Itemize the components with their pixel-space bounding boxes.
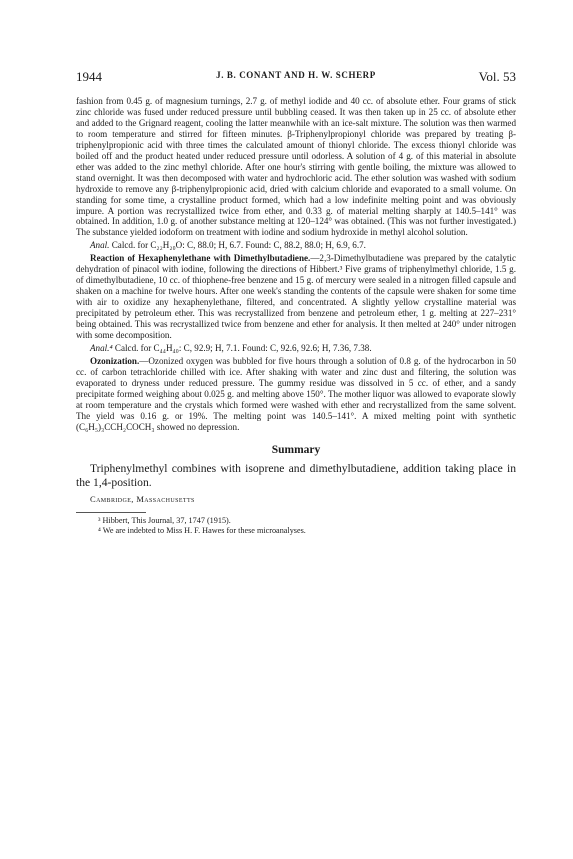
paragraph-hexaphenylethane <box>76 253 516 341</box>
author-location: Cambridge, Massachusetts <box>90 493 195 504</box>
volume-label: Vol. 53 <box>478 69 516 84</box>
page-header <box>76 69 516 85</box>
running-title: J. B. CONANT AND H. W. SCHERP <box>216 70 376 80</box>
summary-heading: Summary <box>271 443 321 456</box>
paragraph-ozonization <box>76 356 516 433</box>
paragraph-text: —2,3-Dimethylbutadiene was prepared by the catalytic dehydration of pinacol with iodine, following the directions of Hibbert.³ Five grams of triphenylmethyl chloride, 1.5 g. of dimethylbutadiene, 10 cc. of thiophene-free benzene and 15 g. of mercury were sealed in a nitrogen filled capsule and shaken on a machine for twelve hours. After one week's standing the contents of the capsule were shaken for some time with air to oxidize any hexaphenylethane, filtered, and concentrated. A slightly yellow crystalline material was precipitated by petroleum ether. This was recrystallized from benzene and petroleum ether, 1 g. melting at 227–231° being obtained. This was recrystallized twice from benzene and ether for analysis. It then melted at 240° under nitrogen with some decomposition. <box>76 253 516 341</box>
analysis-line-1 <box>76 240 516 251</box>
paragraph-grignard-prep: fashion from 0.45 g. of magnesium turnings, 2.7 g. of methyl iodide and 40 cc. of absolute ether. Four grams of stick zinc chloride was fused under reduced pressure until bubbling ceased. It was then taken up in 25 cc. of absolute ether and added to the Grignard reagent, cooling the latter meanwhile with an ice-salt mixture. The solution was then warmed to room temperature and stirred for fifteen minutes. β-Triphenylpropionyl chloride was prepared by treating β-triphenylpropionic acid with three times the calculated amount of thionyl chloride. The excess thionyl chloride was boiled off and the product heated under reduced pressure until odorless. A solution of 4 g. of this material in absolute ether was added to the zinc methyl chloride. After one hour's stirring with gentle boiling, the mixture was allowed to stand overnight. It was then decomposed with water and hydrochloric acid. The ether solution was washed with sodium hydroxide to remove any β-triphenylpropionic acid, dried with calcium chloride and evaporated to a small volume. On standing for some time, a crystalline product formed, which had a low indefinite melting point and was obviously impure. A portion was recrystallized twice from ether, and 0.33 g. of material melting sharply at 140.5–141° was obtained. In addition, 1.0 g. of another substance melting at 120–124° was obtained. (This was not further investigated.) The substance yielded iodoform on treatment with iodine and sodium hydroxide in methyl alcohol solution. <box>76 96 516 238</box>
analysis-line-2 <box>76 343 516 354</box>
analysis-label: Anal. <box>90 240 110 251</box>
page-number: 1944 <box>76 69 102 84</box>
footnote-3: ³ Hibbert, This Journal, 37, 1747 (1915). <box>98 515 231 525</box>
analysis-values: Calcd. for C₄₄H₄₀: C, 92.9; H, 7.1. Found: C, 92.6, 92.6; H, 7.36, 7.38. <box>114 342 372 353</box>
footnote-divider <box>76 512 146 513</box>
section-heading-ozonization: Ozonization. <box>90 355 140 366</box>
paragraph-text: —Ozonized oxygen was bubbled for five hours through a solution of 0.8 g. of the hydrocarbon in 50 cc. of carbon tetrachloride chilled with ice. After shaking with water and zinc dust and filtering, the solution was evaporated to dryness under reduced pressure. The gummy residue was dissolved in 5 cc. of ether, and a sandy precipitate formed weighing about 0.025 g. and melting above 150°. The mother liquor was allowed to evaporate slowly at room temperature and the crystals which formed were washed with ether and recrystallized from the same solvent. The yield was 0.16 g. or 19%. The melting point was 140.5–141°. A mixed melting point with synthetic (C₆H₅)₃CCH₂COCH₃ showed no depression. <box>76 355 516 432</box>
analysis-label: Anal.⁴ <box>90 342 113 353</box>
analysis-values: Calcd. for C₂₂H₂₀O: C, 88.0; H, 6.7. Found: C, 88.2, 88.0; H, 6.9, 6.7. <box>111 240 366 251</box>
summary-text: Triphenylmethyl combines with isoprene and dimethylbutadiene, addition taking place in the 1,4-position. <box>76 461 516 490</box>
section-heading-hexaphenylethane: Reaction of Hexaphenylethane with Dimethylbutadiene. <box>90 253 311 264</box>
footnote-4: ⁴ We are indebted to Miss H. F. Hawes for these microanalyses. <box>98 526 306 536</box>
article-body <box>76 96 516 537</box>
